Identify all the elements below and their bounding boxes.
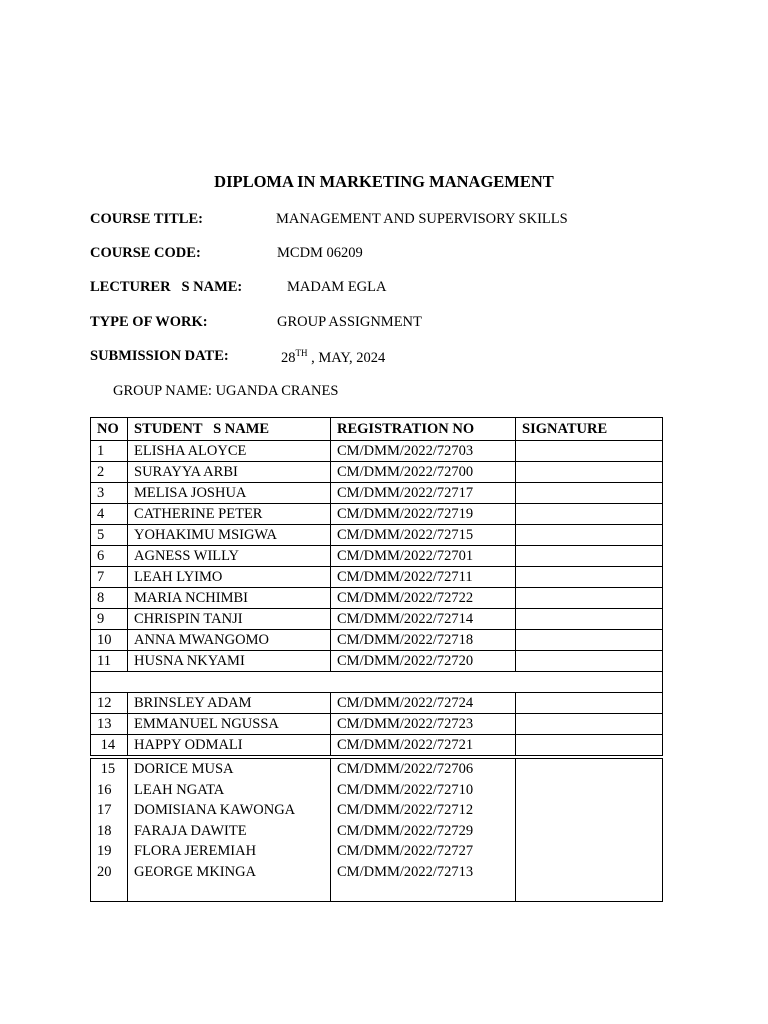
table-row xyxy=(91,462,663,483)
work-type-label: TYPE OF WORK: xyxy=(90,314,208,330)
table-row xyxy=(91,609,663,630)
row-student-name: FLORA JEREMIAH xyxy=(134,843,257,860)
row-no: 11 xyxy=(91,651,128,672)
row-no: 4 xyxy=(91,504,128,525)
row-registration-no: CM/DMM/2022/72711 xyxy=(331,567,516,588)
merged-no-cell xyxy=(91,759,128,902)
table-row xyxy=(91,441,663,462)
row-student-name: MELISA JOSHUA xyxy=(128,483,331,504)
row-registration-no: CM/DMM/2022/72723 xyxy=(331,714,516,735)
row-registration-no: CM/DMM/2022/72729 xyxy=(337,822,474,839)
group-name: GROUP NAME: UGANDA CRANES xyxy=(113,383,339,399)
table-row xyxy=(91,735,663,756)
row-student-name: MARIA NCHIMBI xyxy=(128,588,331,609)
row-registration-no: CM/DMM/2022/72717 xyxy=(331,483,516,504)
row-registration-no: CM/DMM/2022/72724 xyxy=(331,693,516,714)
row-student-name: LEAH LYIMO xyxy=(128,567,331,588)
row-signature xyxy=(516,525,663,546)
submission-date-value xyxy=(281,348,385,367)
row-signature xyxy=(516,504,663,525)
row-student-name: LEAH NGATA xyxy=(134,781,225,798)
row-no: 16 xyxy=(97,781,112,798)
table-merged-row xyxy=(91,759,663,902)
row-student-name: DORICE MUSA xyxy=(134,761,234,777)
row-no: 1 xyxy=(91,441,128,462)
submission-day: 28 xyxy=(281,350,296,366)
table-row xyxy=(91,567,663,588)
row-student-name: HUSNA NKYAMI xyxy=(128,651,331,672)
table-row xyxy=(91,525,663,546)
row-signature xyxy=(516,567,663,588)
row-student-name: CATHERINE PETER xyxy=(128,504,331,525)
row-no: 8 xyxy=(91,588,128,609)
table-row xyxy=(91,630,663,651)
row-registration-no: CM/DMM/2022/72718 xyxy=(331,630,516,651)
row-student-name: FARAJA DAWITE xyxy=(134,822,247,839)
row-no: 12 xyxy=(91,693,128,714)
row-registration-no: CM/DMM/2022/72719 xyxy=(331,504,516,525)
submission-month-year: , MAY, 2024 xyxy=(307,350,386,366)
row-registration-no: CM/DMM/2022/72706 xyxy=(337,761,474,777)
row-no: 5 xyxy=(91,525,128,546)
row-no: 17 xyxy=(97,802,112,819)
row-registration-no: CM/DMM/2022/72715 xyxy=(331,525,516,546)
row-registration-no: CM/DMM/2022/72720 xyxy=(331,651,516,672)
student-roster-table-continued xyxy=(90,758,663,902)
row-no: 2 xyxy=(91,462,128,483)
row-no: 13 xyxy=(91,714,128,735)
row-no: 20 xyxy=(97,863,112,880)
row-no: 18 xyxy=(97,822,112,839)
course-code-label: COURSE CODE: xyxy=(90,245,201,261)
work-type-value: GROUP ASSIGNMENT xyxy=(277,314,422,330)
table-spacer-row xyxy=(91,672,663,693)
table-row xyxy=(91,693,663,714)
row-student-name: BRINSLEY ADAM xyxy=(128,693,331,714)
row-registration-no: CM/DMM/2022/72721 xyxy=(331,735,516,756)
row-no: 14 xyxy=(91,735,128,756)
row-student-name: HAPPY ODMALI xyxy=(128,735,331,756)
table-row xyxy=(91,588,663,609)
row-signature xyxy=(516,546,663,567)
table-header-row xyxy=(91,418,663,441)
header-no: NO xyxy=(91,418,128,441)
row-student-name: ANNA MWANGOMO xyxy=(128,630,331,651)
course-code-value: MCDM 06209 xyxy=(277,245,363,261)
row-student-name: EMMANUEL NGUSSA xyxy=(128,714,331,735)
row-signature xyxy=(516,588,663,609)
row-signature xyxy=(516,651,663,672)
row-student-name: ELISHA ALOYCE xyxy=(128,441,331,462)
row-signature xyxy=(516,714,663,735)
row-registration-no: CM/DMM/2022/72700 xyxy=(331,462,516,483)
merged-reg-cell xyxy=(331,759,516,902)
table-row xyxy=(91,504,663,525)
table-row xyxy=(91,714,663,735)
row-signature xyxy=(516,735,663,756)
merged-name-cell xyxy=(128,759,331,902)
row-registration-no: CM/DMM/2022/72701 xyxy=(331,546,516,567)
table-row xyxy=(91,546,663,567)
row-student-name: AGNESS WILLY xyxy=(128,546,331,567)
header-signature: SIGNATURE xyxy=(516,418,663,441)
row-signature xyxy=(516,630,663,651)
document-title: DIPLOMA IN MARKETING MANAGEMENT xyxy=(214,172,554,191)
table-row xyxy=(91,483,663,504)
header-registration-no: REGISTRATION NO xyxy=(331,418,516,441)
merged-signature-cell xyxy=(516,759,663,902)
table-row xyxy=(91,651,663,672)
row-no: 15 xyxy=(97,761,116,777)
row-registration-no: CM/DMM/2022/72712 xyxy=(337,802,474,819)
row-student-name: YOHAKIMU MSIGWA xyxy=(128,525,331,546)
course-title-value: MANAGEMENT AND SUPERVISORY SKILLS xyxy=(276,211,568,227)
row-signature xyxy=(516,609,663,630)
row-registration-no: CM/DMM/2022/72727 xyxy=(337,843,474,860)
lecturer-label: LECTURER S NAME: xyxy=(90,279,243,295)
row-student-name: CHRISPIN TANJI xyxy=(128,609,331,630)
row-no: 3 xyxy=(91,483,128,504)
row-registration-no: CM/DMM/2022/72703 xyxy=(331,441,516,462)
submission-day-suffix: TH xyxy=(295,348,308,358)
course-title-label: COURSE TITLE: xyxy=(90,211,203,227)
spacer-cell xyxy=(91,672,663,693)
row-student-name: DOMISIANA KAWONGA xyxy=(134,802,296,819)
row-registration-no: CM/DMM/2022/72714 xyxy=(331,609,516,630)
student-roster-table xyxy=(90,417,663,756)
lecturer-value: MADAM EGLA xyxy=(287,279,387,295)
row-signature xyxy=(516,693,663,714)
row-registration-no: CM/DMM/2022/72713 xyxy=(337,863,474,880)
row-student-name: SURAYYA ARBI xyxy=(128,462,331,483)
row-signature xyxy=(516,441,663,462)
row-registration-no: CM/DMM/2022/72710 xyxy=(337,781,474,798)
row-student-name: GEORGE MKINGA xyxy=(134,863,257,880)
row-no: 19 xyxy=(97,843,112,860)
row-registration-no: CM/DMM/2022/72722 xyxy=(331,588,516,609)
row-signature xyxy=(516,483,663,504)
row-no: 10 xyxy=(91,630,128,651)
submission-date-label: SUBMISSION DATE: xyxy=(90,348,229,364)
row-no: 6 xyxy=(91,546,128,567)
header-student-name: STUDENT S NAME xyxy=(128,418,331,441)
row-no: 7 xyxy=(91,567,128,588)
row-signature xyxy=(516,462,663,483)
row-no: 9 xyxy=(91,609,128,630)
